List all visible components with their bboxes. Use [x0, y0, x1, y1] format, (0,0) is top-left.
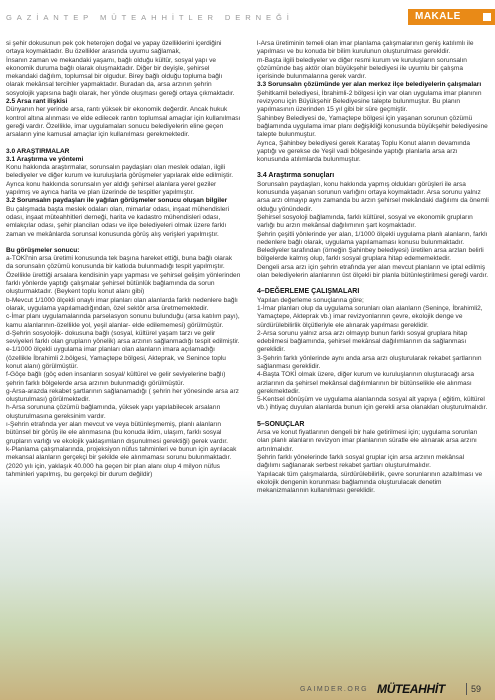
- section-heading: 3.2 Sorunsalın paydaşları ile yağılan görüşmeler sonucu oluşan bilgiler: [6, 197, 228, 205]
- paragraph: e-1/1000 ölçekli uygulama imar planları olan alanların imara açılamadığı (özellikle İbrahimli 2.bölgesi, Yamaçtepe bölgesi, Akteprak, ve Senince toplu konut alanı) görülmüştür.: [6, 346, 226, 370]
- spacer: [257, 413, 489, 421]
- paragraph: Şehrin çeşitli yönlerinde yer alan, 1/1000 ölçekli uygulama planlı alanların, farklı nedenlere bağlı olarak, uygulama yapılamaması konusu bulunmaktadır.: [257, 230, 488, 246]
- paragraph: ı-Şehrin etrafında yer alan mevcut ve veya bütünleşmemiş, planlı alanların bütünsel bir görüş ile ele alınmasına (bu konuda iklim, ulaşım, farklı sosyal grupların varlığı ve ekolojik yaklaşımların dışunulmesi gerektiği) gerek vardır.: [6, 421, 228, 445]
- paragraph: Sorunsalın paydaşları, konu hakkında yapmış oldukları görüşleri ile arsa konusunda yaşanan sorunun varlığını ortaya koymaktadır. Arsa sorunu yalnız arsa arzı olmayıp aynı zamanda bu arzın şehirsel mekândaki dağılımı da önemli olduğu yönündedir.: [257, 180, 489, 213]
- footer-brand-logo: MÜTEAHHİT: [377, 682, 445, 696]
- paragraph: Belediyeler tarafından (örneğin Şahinbey belediyesi) üretilen arsa arzları belirli bölgelerde kalmış olup, farklı sosyal gruplara hitap edememektedir.: [257, 247, 484, 263]
- article-column-left: [6, 40, 241, 479]
- section-heading: 3.3 Sorunsalın çözümünde yer alan merkez ilçe belediyelerin çalışmaları: [257, 81, 482, 89]
- paragraph: g-Arsa-arazda rekabet şartlarının sağlanamadığı ( şehrin her yönesinde arsa arz oluşturulması) görülmektedir.: [6, 387, 239, 404]
- square-icon: [483, 13, 491, 21]
- section-heading: 4–DEĞERLEME ÇALIŞMALARI: [257, 288, 360, 296]
- spacer: [6, 140, 241, 148]
- paragraph: 3-Şehrin farklı yönlerinde aynı anda arsa arzı oluşturularak rekabet şartlarının sağlanması gereklidir.: [257, 354, 482, 370]
- paragraph: İnsanın zaman ve mekandaki yaşamı, bağlı olduğu kültür, sosyal yapı ve ekonomik duruma bağlı olarak oluşmaktadır. Diğer bir deyişle, şehirsel mekandaki dağılım, toplumsal bir olgudur. Birey bağlı olduğu topluma bağlı olarak mekânsal tercihler yapmaktadır. Buradan da, arsa arzının şehrin sosyolojik yapısına bağlı olarak, her yönde oluşması gereği ortaya çıkmaktadır.: [6, 56, 235, 97]
- section-heading: 5–SONUÇLAR: [257, 420, 305, 428]
- paragraph: h-Arsa sorununa çözümü bağlamında, yüksek yapı yapılabilecek arsaların oluşturulmasına gereksinim vardır.: [6, 404, 221, 420]
- paragraph: l-Arsa üretiminin temeli olan imar planlama çalışmalarının geniş katılımlı ile yapılması ve bu konuda bir bilim kurulunun oluşturulması gerekldir.: [257, 40, 474, 56]
- paragraph: Arsa ve konut fiyatlarının dengeli bir hale getirilmesi için; uygulama sorunları olan planlı alanların revizyon imar planlarının süratle ele alınarak arsa arzını artırılmalıdır.: [257, 429, 478, 453]
- background-field-photo: [0, 470, 495, 700]
- paragraph: Dünyanın her yerinde arsa, rantı yüksek bir ekonomik değerdir. Ancak hukuk kontrol altına alınması ve elde edilecek rantın toplumsal amaçlar için kullanılması gereği vardır. Özellikle, imar uygulamaları sonucu belediyelerin eline geçen arsaların yine kamusal amaçlar için kullanılması gerekmektedir.: [6, 106, 241, 139]
- paragraph: Şehrin farklı yönelerinde farklı sosyal gruplar için arsa arzının mekânsal dağılımı sağlanarak serbest rekabet şartları oluşturulmalıdır.: [257, 453, 465, 470]
- paragraph: 5-Kentsel dönüşüm ve uygulama alanlarında sosyal alt yapıya ( eğitim, kültürel vb.) ihtiyaç duyulan alanlarda bunun için gerekli arsa olanakları oluşturulmalıdır.: [257, 396, 488, 412]
- spacer: [6, 239, 241, 247]
- paragraph: si şehir dokusunun pek çok heterojen doğal ve yapay özelliklerini içerdiğini ortaya koymaktadır. Bu özellikler arasında uyumu sağlamak,: [6, 40, 222, 56]
- section-label: MAKALE: [415, 11, 461, 22]
- footer-divider: [466, 683, 467, 695]
- page-footer: [0, 678, 495, 700]
- paragraph: c-İmar planı uygulamalarında parselasyon sonunu bulunduğu (arsa katılım payı), kamu alanlarının-özellikle yol, yeşil alanlar- elde edilememesi) görülmüştür.: [6, 313, 240, 329]
- paragraph: Yapılacak tüm çalışmalarda, sürdürülebilirlik, çevre sorunlarının azaltılması ve ekolojik dengenin korunması bağlamında oluşturulacak denetim mekanizmalarının kullanılması gereklidir.: [257, 470, 483, 495]
- page-header: [0, 0, 495, 30]
- paragraph: Dengeli arsa arzı için şehrin etrafında yer alan mevcut planların ve iptal edilmiş olan belediyelerin alanlarının üst ölçekli bir planla bütünleştirilmesi gereği vardır.: [257, 263, 489, 280]
- section-heading: Bu görüşmeler sonucu:: [6, 246, 80, 254]
- association-name: GAZİANTEP MÜTEAHHİTLER DERNEĞİ: [6, 13, 294, 22]
- paragraph: 1-İmar planları olup da uygulama sorunları olan alanların (Seninçe, İbrahimli2, Yamaçtepe, Akteprak vb.) imar revizyonlarının çevre, ekolojik denge ve sürdürülebilirlik ölçütleriyle ele alınarak yapılması gereklidir.: [257, 304, 483, 329]
- page-number: 59: [471, 684, 482, 694]
- paragraph: Ayrıca, Şahinbey belediyesi gerek Karataş Toplu Konut alanın devamında yaptığı ve gerekse de Yeşil vadi bölgesinde yaptığı planlarla arsa arzı konusunda atılımlarda bulunmuştur.: [257, 139, 471, 164]
- spacer: [257, 164, 489, 172]
- paragraph: Şahinbey Belediyesi de, Yamaçtepe bölgesi için yaşanan sorunun çözümü bağlamında uygulama imar planı değişikliği konusunda büyükşehir belediyesine talepte bulunmuştur.: [257, 114, 488, 139]
- paragraph: 2-Arsa sorunu yalnız arsa arzı olmayıp bunun farklı sosyal gruplara hitap edebilmesi bağlamında, şehirsel mekânsal dağılımlarının da sağlanması gereklidir.: [257, 329, 468, 354]
- paragraph: b-Mevcut 1/1000 ölçekli onaylı imar planları olan alanlarda farklı nedenlere bağlı olarak, uygulama yapılamadığından, özel sektör arsa üretmemektedir.: [6, 296, 238, 312]
- paragraph: 4-Başta TOKİ olmak üzere, diğer kurum ve kuruluşlarının oluşturacağı arsa arzlarının da şehirsel mekânsal dağılımlarının bir bütünselikle ele alınması gerekmektedir.: [257, 371, 474, 395]
- paragraph: Konu hakkında araştırmalar, sorunsalın paydaşları olan meslek odaları, ilgili belediyeler ve diğer kurum ve kuruluşlarla görüşmeler yapılarak elde edilmiştir. Ayrıca konu hakkında sorunsalın yer aldığı şehirsel alanlara yerel geziler yapılmış ve ayrıca harita ve plan üzerinde de tespitler yapılmıştır.: [6, 164, 234, 197]
- section-heading: 3.1 Araştırma ve yöntemi: [6, 155, 84, 163]
- paragraph: Şehitkamil belediyesi, İbrahimli-2 bölgesi için var olan uygulama imar planının revizyonu için Büyükşehir Belediyesine talepte bulunmuştur. Bu planın yapılmasının üzerinden 15 yıl gibi bir süre geçmiştir.: [257, 89, 482, 114]
- section-heading: 3.4 Araştırma sonuçları: [257, 172, 335, 180]
- section-badge: [408, 9, 495, 25]
- paragraph: Şehirsel sosyoloji bağlamında, farklı kültürel, sosyal ve ekonomik grupların varlığı bu arzın mekânsal dağılımının şart koşmaktadır.: [257, 213, 473, 230]
- paragraph: d-Şehrin sosyolojik- dokusuna bağlı (sosyal, kültürel yaşam tarzı ve gelir seviyeleri farklı olan grupların yönelik) arsa arzının sağlanmadığı tespit edilmiştir.: [6, 329, 240, 346]
- paragraph: Bu çalışmada başta meslek odaları olan, mimarlar odası, inşaat mühendisleri odası, inşaat müteahhitleri derneği, harita ve kadastro mühendisleri odası, emlakçılar odası, şehir planciları odası ve ilçe belediyeleri olmak üzere farklı zaman ve mekânlarda sorunsal konusunda görüş alış verişleri yapılmıştır.: [6, 205, 230, 238]
- paragraph: m-Başta ilgili belediyeler ve diğer resmi kurum ve kuruluşların sorunsalın çözümünde baş aktör olan büyükşehir belediyesi ile uyumlu bir çalışma içerisinde bulunmalarına gerek vardır.: [257, 56, 467, 81]
- article-column-right: [257, 40, 489, 495]
- section-heading: 2.5 Arsa rant ilişkisi: [6, 98, 68, 106]
- section-heading: 3.0 ARAŞTIRMALAR: [6, 147, 70, 155]
- paragraph: k-Planlama çalışmalarında, projeksiyon nüfus tahminleri ve bunun için ayrılacak mekansal alanların gerçekçi bir şekilde ele alınmaması sorunu bulunmaktadır. (2020 yılı için, yaklaşık 40.000 ha geçen bir plan alanı olup 4 milyon nüfus tahminleri yapılmış, bu gerçekçi bir durum değildir): [6, 445, 237, 478]
- paragraph: Yapılan değerleme sonuçlarına göre;: [257, 296, 364, 304]
- paragraph: a-TOKİ'nin arsa üretimi konusunda tek başına hareket ettiği, buna bağlı olarak da sorunsalın çözümü konusunda bir katkıda bulunmadığı tespit yapılmıştır. Özellikle ürettiği arsalara kendisinin yapı yapması ve şehirsel gelişim yönlerinden farklı yönlerde yaptığı çalışmalar şehirsel bütünlük bağlamında da sorun oluşturmaktadır. (Beykent toplu konut alanı gibi): [6, 255, 241, 296]
- paragraph: f-Göçe bağlı (göç eden insanların sosyal/ kültürel ve gelir seviyelerine bağlı) şehrin farklı bölgelerde arsa arzının bulunmadığı görülmüştür.: [6, 371, 226, 387]
- footer-site: GAIMDER.ORG: [300, 686, 369, 693]
